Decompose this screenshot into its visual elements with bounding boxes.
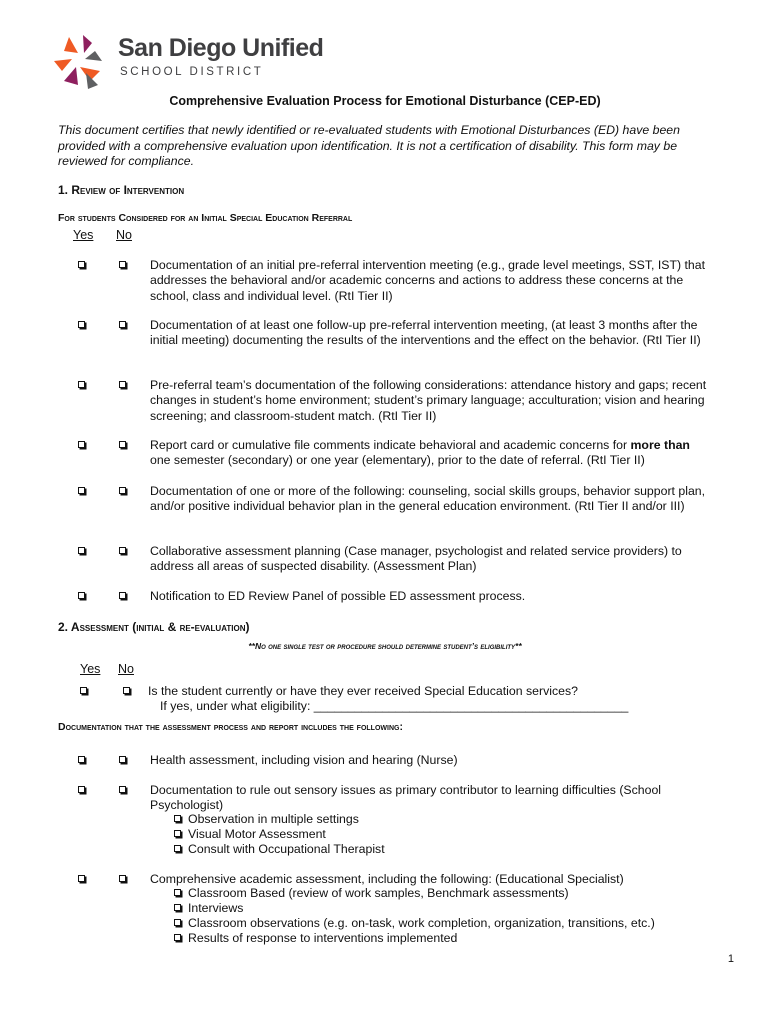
intro-paragraph: This document certifies that newly identified or re-evaluated students with Emotional Disturbances (ED) have been provided with a comprehensive evaluation upon identification. It is not a certification of disability. This form may be reviewed for compliance. — [58, 123, 680, 168]
health-assessment-text: Health assessment, including vision and hearing (Nurse) — [150, 753, 458, 767]
section-1-heading: 1. Review of Intervention — [58, 183, 185, 197]
academic-sub-4[interactable]: Results of response to interventions implemented — [174, 931, 457, 946]
special-ed-question: Is the student currently or have they ever received Special Education services? — [148, 684, 578, 698]
checkbox-icon[interactable] — [174, 889, 181, 896]
sensory-yes-checkbox[interactable] — [78, 786, 85, 793]
item-7-yes-checkbox[interactable] — [78, 592, 85, 599]
item-2-no-checkbox[interactable] — [119, 321, 126, 328]
page-title: Comprehensive Evaluation Process for Emotional Disturbance (CEP-ED) — [169, 94, 601, 108]
sensory-sub-1[interactable]: Observation in multiple settings — [174, 812, 359, 827]
academic-no-checkbox[interactable] — [119, 875, 126, 882]
item-4-text — [150, 438, 710, 469]
no-column-header-2: No — [118, 662, 134, 676]
item-3-text: Pre-referral team’s documentation of the following considerations: attendance history and gaps; recent changes in student’s home environment; student’s primary language; acculturation; vision and hearing screening; and classroom-student match. (RtI Tier II) — [150, 378, 707, 423]
item-7-text: Notification to ED Review Panel of possible ED assessment process. — [150, 589, 526, 603]
health-yes-checkbox[interactable] — [78, 756, 85, 763]
sensory-no-checkbox[interactable] — [119, 786, 126, 793]
checkbox-icon[interactable] — [174, 904, 181, 911]
special-ed-yes-checkbox[interactable] — [80, 687, 87, 694]
item-7-no-checkbox[interactable] — [119, 592, 126, 599]
checkbox-icon[interactable] — [174, 919, 181, 926]
item-3-no-checkbox[interactable] — [119, 381, 126, 388]
page-number: 1 — [727, 953, 734, 965]
item-1-yes-checkbox[interactable] — [78, 261, 85, 268]
item-6-text: Collaborative assessment planning (Case manager, psychologist and related service providers) to address all areas of suspected disability. (Assessment Plan) — [150, 544, 682, 574]
item-2-yes-checkbox[interactable] — [78, 321, 85, 328]
item-4-emphasis: more than — [630, 438, 690, 452]
item-4-no-checkbox[interactable] — [119, 441, 126, 448]
item-3-yes-checkbox[interactable] — [78, 381, 85, 388]
item-5-text: Documentation of one or more of the following: counseling, social skills groups, behavior support plan, and/or positive individual behavior plan in the general education environment. (RtI Tier II and/or III) — [150, 484, 706, 514]
eligibility-line[interactable]: If yes, under what eligibility: ______________________________________________ — [160, 699, 629, 713]
academic-yes-checkbox[interactable] — [78, 875, 85, 882]
item-4-yes-checkbox[interactable] — [78, 441, 85, 448]
sensory-sub-3[interactable]: Consult with Occupational Therapist — [174, 842, 385, 857]
academic-sub-1[interactable]: Classroom Based (review of work samples, Benchmark assessments) — [174, 886, 569, 901]
item-1-text: Documentation of an initial pre-referral intervention meeting (e.g., grade level meetings, SST, IST) that addresses the behavioral and/or academic concerns and actions to address these concerns at the school, class and individual level. (RtI Tier II) — [150, 258, 705, 303]
checkbox-icon[interactable] — [174, 845, 181, 852]
item-5-no-checkbox[interactable] — [119, 487, 126, 494]
checkbox-icon[interactable] — [174, 934, 181, 941]
special-ed-no-checkbox[interactable] — [123, 687, 130, 694]
item-2-text: Documentation of at least one follow-up pre-referral intervention meeting, (at least 3 months after the initial meeting) documenting the results of the interventions and the effect on the behavior. (RtI Tier II) — [150, 318, 701, 348]
item-5-yes-checkbox[interactable] — [78, 487, 85, 494]
section-2-heading: 2. Assessment (initial & re-evaluation) — [58, 620, 250, 634]
item-4-rest: one semester (secondary) or one year (elementary), prior to the date of referral. (RtI Tier II) — [150, 453, 645, 468]
eligibility-note: **No one single test or procedure should determine student’s eligibility** — [248, 641, 522, 651]
documentation-heading: Documentation that the assessment process and report includes the following: — [58, 721, 403, 733]
section-1-subheading: For students Considered for an Initial Special Education Referral — [58, 212, 353, 224]
item-4-lead: Report card or cumulative file comments indicate behavioral and academic concerns for — [150, 438, 631, 452]
sensory-text: Documentation to rule out sensory issues as primary contributor to learning difficulties (School Psychologist) — [150, 783, 662, 813]
checkbox-icon[interactable] — [174, 830, 181, 837]
yes-column-header-2: Yes — [80, 662, 101, 676]
academic-text: Comprehensive academic assessment, including the following: (Educational Specialist) — [150, 872, 624, 886]
no-column-header: No — [116, 228, 132, 242]
sensory-sub-2[interactable]: Visual Motor Assessment — [174, 827, 326, 842]
checkbox-icon[interactable] — [174, 815, 181, 822]
academic-sub-2[interactable]: Interviews — [174, 901, 243, 916]
logo-name: San Diego Unified — [118, 34, 324, 62]
starburst-logo-icon — [50, 33, 110, 95]
item-1-no-checkbox[interactable] — [119, 261, 126, 268]
health-no-checkbox[interactable] — [119, 756, 126, 763]
academic-sub-3[interactable]: Classroom observations (e.g. on-task, work completion, organization, transitions, etc.) — [174, 916, 655, 931]
item-6-no-checkbox[interactable] — [119, 547, 126, 554]
logo-subtitle: SCHOOL DISTRICT — [120, 66, 264, 78]
item-6-yes-checkbox[interactable] — [78, 547, 85, 554]
yes-column-header: Yes — [73, 228, 94, 242]
